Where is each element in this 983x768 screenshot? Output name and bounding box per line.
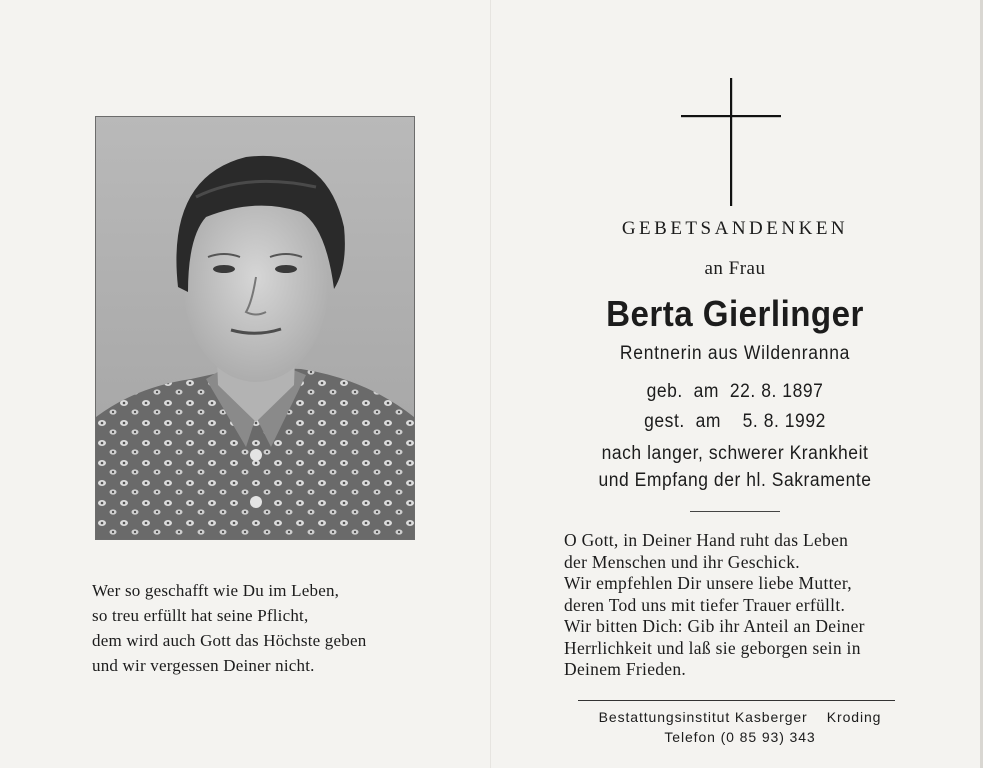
prayer-line: deren Tod uns mit tiefer Trauer erfüllt.: [564, 594, 846, 615]
poem-line: Wer so geschafft wie Du im Leben,: [92, 581, 340, 600]
poem-line: so treu erfüllt hat seine Pflicht,: [92, 606, 309, 625]
occupation-line: Rentnerin aus Wildenranna: [619, 343, 851, 364]
cross-icon: [681, 78, 781, 206]
cause-line-1: nach langer, schwerer Krankheit: [601, 443, 869, 464]
funeral-home-phone: Telefon (0 85 93) 343: [664, 729, 816, 745]
portrait-photo: [95, 116, 415, 540]
cause-line-2: und Empfang der hl. Sakramente: [598, 470, 872, 491]
portrait-image: [96, 117, 414, 539]
fold-line: [490, 0, 491, 768]
death-date: gest. am 5. 8. 1992: [644, 411, 826, 432]
memorial-poem: [92, 578, 452, 678]
funeral-home-name: Bestattungsinstitut Kasberger Kroding: [598, 709, 882, 725]
prayer-line: Wir empfehlen Dir unsere liebe Mutter,: [564, 573, 852, 593]
deceased-name: Berta Gierlinger: [606, 293, 864, 334]
salutation: an Frau: [704, 258, 766, 279]
divider: [690, 511, 780, 512]
prayer-line: O Gott, in Deiner Hand ruht das Leben: [564, 530, 849, 550]
birth-date: geb. am 22. 8. 1897: [646, 381, 824, 402]
poem-line: dem wird auch Gott das Höchste geben: [92, 631, 367, 650]
prayer-text: [564, 530, 944, 681]
card-title: GEBETSANDENKEN: [621, 218, 849, 239]
prayer-line: der Menschen und ihr Geschick.: [564, 551, 800, 572]
prayer-line: Herrlichkeit und laß sie geborgen sein in: [564, 637, 861, 658]
prayer-line: Deinem Frieden.: [564, 659, 687, 679]
poem-line: und wir vergessen Deiner nicht.: [92, 656, 315, 675]
footer-divider: [578, 700, 895, 701]
prayer-line: Wir bitten Dich: Gib ihr Anteil an Deiner: [564, 616, 865, 636]
